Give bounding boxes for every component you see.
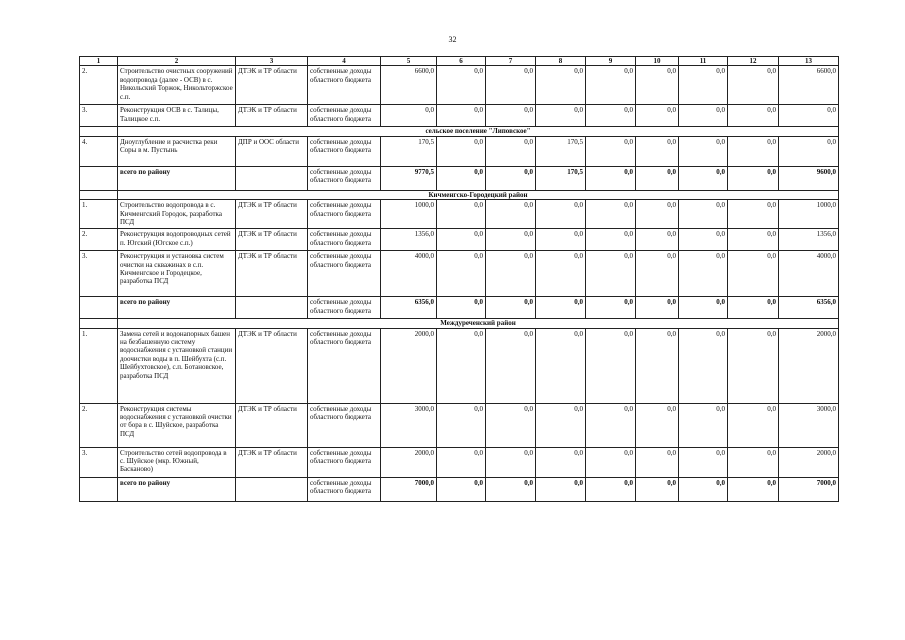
column-header: 12 bbox=[728, 57, 779, 66]
table-row bbox=[80, 403, 839, 447]
budget-table bbox=[79, 56, 839, 502]
amount-cell: 0,0 bbox=[636, 105, 679, 127]
amount-cell: 0,0 bbox=[486, 251, 536, 297]
amount-cell: 0,0 bbox=[536, 447, 586, 477]
amount-cell: 3000,0 bbox=[381, 403, 437, 447]
amount-cell: 0,0 bbox=[437, 403, 486, 447]
amount-cell: 0,0 bbox=[679, 251, 728, 297]
amount-cell: 0,0 bbox=[437, 447, 486, 477]
table-row bbox=[80, 229, 839, 251]
funding-source: собственные доходы областного бюджета bbox=[308, 477, 381, 501]
row-number: 2. bbox=[80, 403, 118, 447]
amount-cell: 0,0 bbox=[586, 229, 636, 251]
amount-cell: 0,0 bbox=[536, 403, 586, 447]
amount-cell: 0,0 bbox=[437, 66, 486, 105]
executor: ДТЭК и ТР области bbox=[236, 251, 308, 297]
row-number: 2. bbox=[80, 66, 118, 105]
column-header: 3 bbox=[236, 57, 308, 66]
funding-source: собственные доходы областного бюджета bbox=[308, 251, 381, 297]
column-header: 5 bbox=[381, 57, 437, 66]
amount-cell: 0,0 bbox=[486, 297, 536, 319]
executor: ДПР и ООС области bbox=[236, 136, 308, 166]
amount-cell: 0,0 bbox=[728, 136, 779, 166]
amount-cell: 0,0 bbox=[536, 66, 586, 105]
funding-source: собственные доходы областного бюджета bbox=[308, 166, 381, 190]
amount-cell: 0,0 bbox=[728, 200, 779, 229]
amount-cell: 0,0 bbox=[728, 477, 779, 501]
executor: ДТЭК и ТР области bbox=[236, 403, 308, 447]
funding-source: собственные доходы областного бюджета bbox=[308, 403, 381, 447]
amount-cell: 0,0 bbox=[636, 200, 679, 229]
row-number: 3. bbox=[80, 447, 118, 477]
amount-cell: 4000,0 bbox=[381, 251, 437, 297]
row-number bbox=[80, 297, 118, 319]
amount-cell: 0,0 bbox=[679, 166, 728, 190]
section-title: Междуреченский район bbox=[118, 319, 839, 328]
amount-cell: 1000,0 bbox=[381, 200, 437, 229]
amount-cell: 0,0 bbox=[636, 403, 679, 447]
amount-cell: 0,0 bbox=[437, 251, 486, 297]
section-title: Кичменгско-Городецкий район bbox=[118, 190, 839, 199]
amount-cell: 0,0 bbox=[586, 66, 636, 105]
amount-cell: 0,0 bbox=[636, 447, 679, 477]
amount-cell: 2000,0 bbox=[779, 447, 839, 477]
amount-cell: 0,0 bbox=[636, 251, 679, 297]
amount-cell: 0,0 bbox=[486, 447, 536, 477]
amount-cell: 9600,0 bbox=[779, 166, 839, 190]
amount-cell: 0,0 bbox=[586, 200, 636, 229]
amount-cell: 2000,0 bbox=[779, 328, 839, 403]
project-name: Строительство водопровода в с. Кичменгский Городок, разработка ПСД bbox=[118, 200, 236, 229]
amount-cell: 0,0 bbox=[636, 477, 679, 501]
amount-cell: 0,0 bbox=[486, 477, 536, 501]
column-header: 6 bbox=[437, 57, 486, 66]
amount-cell: 170,5 bbox=[536, 166, 586, 190]
amount-cell: 0,0 bbox=[536, 229, 586, 251]
project-name: Реконструкция и установка систем очистки на скважинах в с.п. Кичменгское и Городецкое, разработка ПСД bbox=[118, 251, 236, 297]
executor: ДТЭК и ТР области bbox=[236, 105, 308, 127]
amount-cell: 0,0 bbox=[437, 105, 486, 127]
amount-cell: 2000,0 bbox=[381, 328, 437, 403]
table-row bbox=[80, 105, 839, 127]
amount-cell: 0,0 bbox=[586, 297, 636, 319]
amount-cell: 0,0 bbox=[437, 200, 486, 229]
amount-cell: 0,0 bbox=[779, 136, 839, 166]
amount-cell: 0,0 bbox=[437, 297, 486, 319]
amount-cell: 170,5 bbox=[381, 136, 437, 166]
funding-source: собственные доходы областного бюджета bbox=[308, 297, 381, 319]
project-name: Строительство сетей водопровода в с. Шуйское (мкр. Южный, Басканово) bbox=[118, 447, 236, 477]
total-row bbox=[80, 166, 839, 190]
amount-cell: 0,0 bbox=[536, 477, 586, 501]
amount-cell: 0,0 bbox=[586, 105, 636, 127]
amount-cell: 0,0 bbox=[536, 297, 586, 319]
amount-cell: 9770,5 bbox=[381, 166, 437, 190]
amount-cell: 0,0 bbox=[636, 229, 679, 251]
funding-source: собственные доходы областного бюджета bbox=[308, 105, 381, 127]
amount-cell: 0,0 bbox=[728, 251, 779, 297]
column-header: 13 bbox=[779, 57, 839, 66]
executor: ДТЭК и ТР области bbox=[236, 447, 308, 477]
table-row bbox=[80, 200, 839, 229]
column-header: 9 bbox=[586, 57, 636, 66]
amount-cell: 0,0 bbox=[486, 328, 536, 403]
row-number: 3. bbox=[80, 105, 118, 127]
amount-cell: 0,0 bbox=[679, 477, 728, 501]
row-number bbox=[80, 166, 118, 190]
table-row bbox=[80, 328, 839, 403]
amount-cell: 0,0 bbox=[679, 447, 728, 477]
amount-cell: 0,0 bbox=[728, 403, 779, 447]
amount-cell: 6600,0 bbox=[779, 66, 839, 105]
amount-cell: 0,0 bbox=[486, 105, 536, 127]
amount-cell: 0,0 bbox=[586, 447, 636, 477]
row-number: 1. bbox=[80, 200, 118, 229]
amount-cell: 0,0 bbox=[679, 328, 728, 403]
amount-cell: 0,0 bbox=[586, 166, 636, 190]
column-header: 7 bbox=[486, 57, 536, 66]
total-row bbox=[80, 477, 839, 501]
funding-source: собственные доходы областного бюджета bbox=[308, 229, 381, 251]
funding-source: собственные доходы областного бюджета bbox=[308, 136, 381, 166]
row-number: 2. bbox=[80, 229, 118, 251]
amount-cell: 0,0 bbox=[636, 328, 679, 403]
amount-cell: 0,0 bbox=[728, 229, 779, 251]
amount-cell: 6356,0 bbox=[381, 297, 437, 319]
amount-cell: 0,0 bbox=[486, 403, 536, 447]
amount-cell: 0,0 bbox=[636, 66, 679, 105]
funding-source: собственные доходы областного бюджета bbox=[308, 447, 381, 477]
amount-cell: 0,0 bbox=[679, 403, 728, 447]
column-header: 1 bbox=[80, 57, 118, 66]
amount-cell: 7000,0 bbox=[381, 477, 437, 501]
amount-cell: 0,0 bbox=[779, 105, 839, 127]
row-number: 4. bbox=[80, 136, 118, 166]
amount-cell: 6600,0 bbox=[381, 66, 437, 105]
section-row bbox=[80, 190, 839, 199]
column-header: 10 bbox=[636, 57, 679, 66]
total-row bbox=[80, 297, 839, 319]
funding-source: собственные доходы областного бюджета bbox=[308, 66, 381, 105]
amount-cell: 4000,0 bbox=[779, 251, 839, 297]
executor: ДТЭК и ТР области bbox=[236, 200, 308, 229]
project-name: Реконструкция ОСВ в с. Талицы, Талицкое с.п. bbox=[118, 105, 236, 127]
amount-cell: 0,0 bbox=[728, 297, 779, 319]
executor bbox=[236, 297, 308, 319]
amount-cell: 0,0 bbox=[536, 105, 586, 127]
amount-cell: 0,0 bbox=[486, 66, 536, 105]
amount-cell: 170,5 bbox=[536, 136, 586, 166]
amount-cell: 0,0 bbox=[679, 66, 728, 105]
amount-cell: 0,0 bbox=[728, 105, 779, 127]
amount-cell: 0,0 bbox=[728, 66, 779, 105]
amount-cell: 0,0 bbox=[536, 251, 586, 297]
row-number: 3. bbox=[80, 251, 118, 297]
amount-cell: 1356,0 bbox=[381, 229, 437, 251]
executor: ДТЭК и ТР области bbox=[236, 66, 308, 105]
amount-cell: 6356,0 bbox=[779, 297, 839, 319]
column-header: 8 bbox=[536, 57, 586, 66]
column-header: 4 bbox=[308, 57, 381, 66]
amount-cell: 1000,0 bbox=[779, 200, 839, 229]
project-name: Замена сетей и водонапорных башен на безбашенную систему водоснабжения с установкой станции доочистки воды в п. Шейбухта (с.п. Шейбухтовское), с.п. Ботановское, разработка ПСД bbox=[118, 328, 236, 403]
amount-cell: 0,0 bbox=[536, 200, 586, 229]
row-number: 1. bbox=[80, 328, 118, 403]
section-spacer bbox=[80, 190, 118, 199]
amount-cell: 0,0 bbox=[636, 136, 679, 166]
executor: ДТЭК и ТР области bbox=[236, 328, 308, 403]
section-spacer bbox=[80, 319, 118, 328]
amount-cell: 0,0 bbox=[381, 105, 437, 127]
table-row bbox=[80, 251, 839, 297]
column-header: 11 bbox=[679, 57, 728, 66]
executor: ДТЭК и ТР области bbox=[236, 229, 308, 251]
total-label: всего по району bbox=[118, 297, 236, 319]
amount-cell: 0,0 bbox=[636, 297, 679, 319]
amount-cell: 0,0 bbox=[679, 200, 728, 229]
amount-cell: 0,0 bbox=[728, 447, 779, 477]
amount-cell: 0,0 bbox=[536, 328, 586, 403]
amount-cell: 0,0 bbox=[486, 229, 536, 251]
amount-cell: 0,0 bbox=[586, 477, 636, 501]
executor bbox=[236, 477, 308, 501]
amount-cell: 0,0 bbox=[636, 166, 679, 190]
amount-cell: 0,0 bbox=[728, 166, 779, 190]
project-name: Реконструкция водопроводных сетей п. Югский (Югское с.п.) bbox=[118, 229, 236, 251]
amount-cell: 0,0 bbox=[437, 477, 486, 501]
amount-cell: 0,0 bbox=[586, 136, 636, 166]
project-name: Реконструкция системы водоснабжения с установкой очистки от бора в с. Шуйское, разработка ПСД bbox=[118, 403, 236, 447]
row-number bbox=[80, 477, 118, 501]
amount-cell: 0,0 bbox=[586, 251, 636, 297]
column-header: 2 bbox=[118, 57, 236, 66]
amount-cell: 0,0 bbox=[437, 136, 486, 166]
amount-cell: 0,0 bbox=[728, 328, 779, 403]
amount-cell: 0,0 bbox=[486, 166, 536, 190]
section-row bbox=[80, 127, 839, 136]
total-label: всего по району bbox=[118, 477, 236, 501]
section-row bbox=[80, 319, 839, 328]
amount-cell: 0,0 bbox=[679, 136, 728, 166]
header-row bbox=[80, 57, 839, 66]
amount-cell: 0,0 bbox=[679, 105, 728, 127]
section-spacer bbox=[80, 127, 118, 136]
page-number: 32 bbox=[448, 35, 457, 44]
amount-cell: 0,0 bbox=[586, 403, 636, 447]
table-row bbox=[80, 136, 839, 166]
table-row bbox=[80, 447, 839, 477]
funding-source: собственные доходы областного бюджета bbox=[308, 200, 381, 229]
amount-cell: 0,0 bbox=[486, 136, 536, 166]
amount-cell: 0,0 bbox=[586, 328, 636, 403]
amount-cell: 1356,0 bbox=[779, 229, 839, 251]
table-row bbox=[80, 66, 839, 105]
section-title: сельское поселение "Липовское" bbox=[118, 127, 839, 136]
amount-cell: 3000,0 bbox=[779, 403, 839, 447]
amount-cell: 0,0 bbox=[679, 297, 728, 319]
project-name: Дноуглубление и расчистка реки Соры в м. Пустынь bbox=[118, 136, 236, 166]
project-name: Строительство очистных сооружений водопровода (далее - ОСВ) в с. Никольский Торжок, Никольторжское с.п. bbox=[118, 66, 236, 105]
amount-cell: 0,0 bbox=[437, 229, 486, 251]
amount-cell: 0,0 bbox=[679, 229, 728, 251]
amount-cell: 0,0 bbox=[437, 166, 486, 190]
amount-cell: 0,0 bbox=[437, 328, 486, 403]
total-label: всего по району bbox=[118, 166, 236, 190]
amount-cell: 0,0 bbox=[486, 200, 536, 229]
amount-cell: 2000,0 bbox=[381, 447, 437, 477]
amount-cell: 7000,0 bbox=[779, 477, 839, 501]
executor bbox=[236, 166, 308, 190]
funding-source: собственные доходы областного бюджета bbox=[308, 328, 381, 403]
